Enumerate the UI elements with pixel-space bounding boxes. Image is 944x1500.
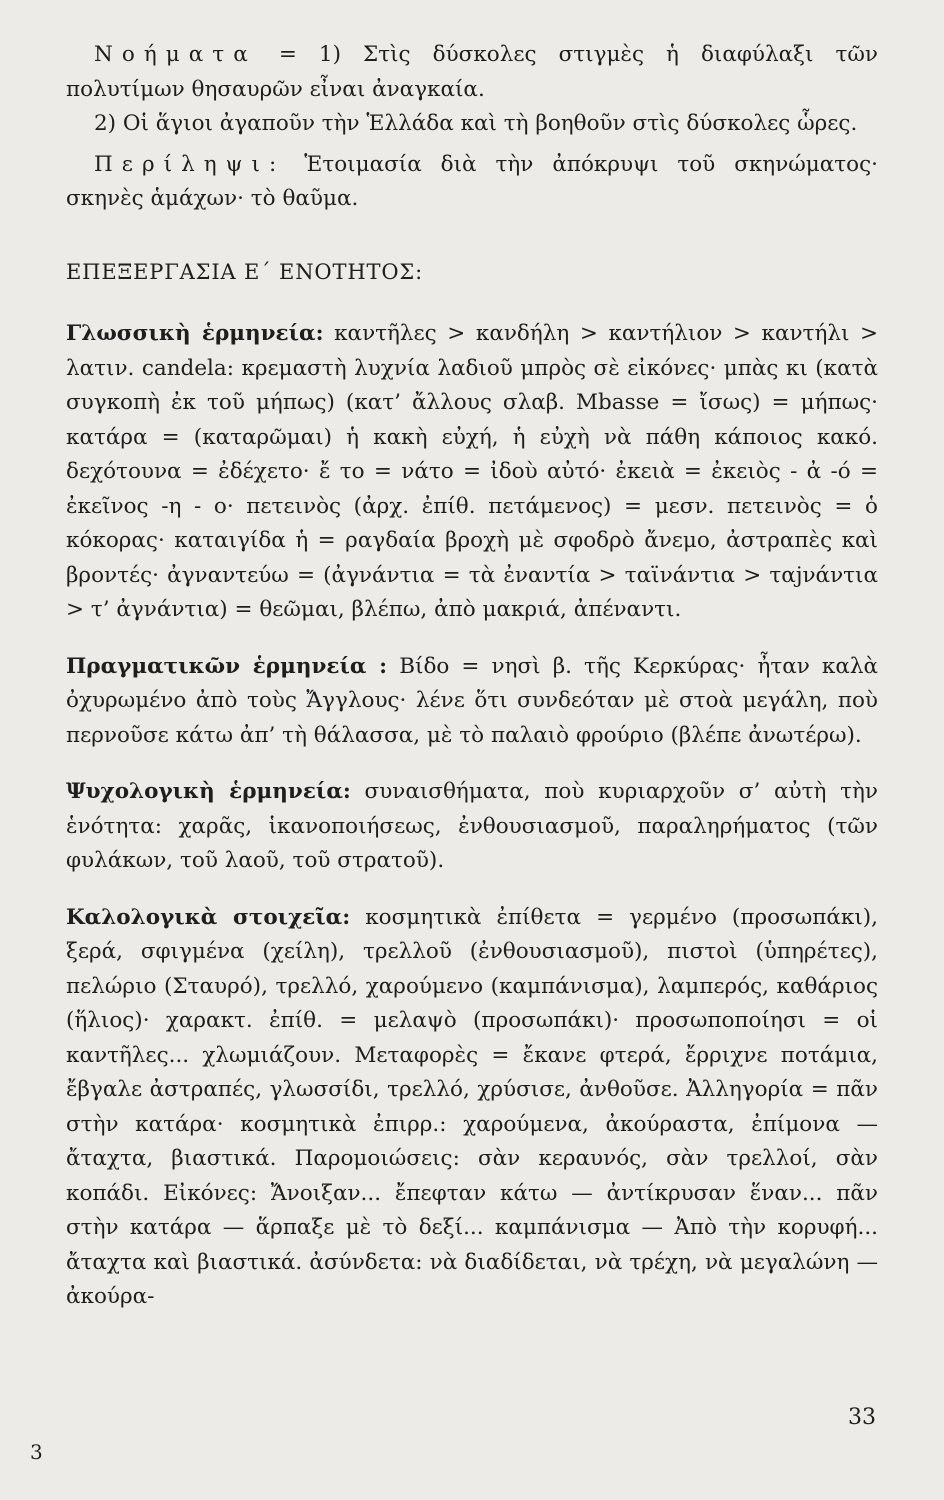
noimata-label: Νοήματα bbox=[94, 42, 257, 67]
perilipsi-label: Περίληψι: bbox=[94, 151, 286, 177]
pragmatikon-label: Πραγματικῶν ἑρμηνεία : bbox=[66, 653, 388, 679]
kallologika-label: Καλολογικὰ στοιχεῖα: bbox=[66, 904, 351, 930]
noimata-paragraph bbox=[66, 38, 878, 107]
glossiki-text: καντῆλες > κανδήλη > καντήλιον > καντήλι > λατιν. candela: κρεμαστὴ λυχνία λαδιοῦ μπρὸς σὲ εἰκόνες· μπὰς κι (κατὰ συγκοπὴ ἐκ τοῦ μήπως) (κατ’ ἄλλους σλαβ. Mbasse = ἴσως) = μήπως· κατάρα = (καταρῶμαι) ἡ κακὴ εὐχή, ἡ εὐχὴ νὰ πάθη κάποιος κακό. δεχότουνα = ἐδέχετο· ἔ το = νάτο = ἰδοὺ αὐτό· ἐκειὰ = ἐκειὸς - ἀ -ό = ἐκεῖνος -η - ο· πετεινὸς (ἀρχ. ἐπίθ. πετάμενος) = μεσν. πετεινὸς = ὁ κόκορας· καταιγίδα ἡ = ραγδαία βροχὴ μὲ σφοδρὸ ἄνεμο, ἀστραπὲς καὶ βροντές· ἀγναντεύω = (ἀγνάντια = τὰ ἐναντία > ταϊνάντια > ταϳνάντια > τ’ ἀγνάντια) = θεῶμαι, βλέπω, ἀπὸ μακριά, ἀπέναντι. bbox=[66, 321, 878, 622]
perilipsi-text: Ἑτοιμασία διὰ τὴν ἀπόκρυψι τοῦ σκηνώματος· σκηνὲς ἁμάχων· τὸ θαῦμα. bbox=[66, 151, 878, 211]
kallologika-paragraph bbox=[66, 901, 878, 1315]
noimata-paragraph-2 bbox=[66, 107, 878, 142]
signature-mark: 3 bbox=[30, 1440, 43, 1464]
perilipsi-paragraph bbox=[66, 148, 878, 217]
kallologika-text: κοσμητικὰ ἐπίθετα = γερμένο (προσωπάκι), ξερά, σφιγμένα (χείλη), τρελλοῦ (ἐνθουσιασμοῦ), πιστοὶ (ὑπηρέτες), πελώριο (Σταυρό), τρελλό, χαρούμενο (καμπάνισμα), λαμπερός, καθάριος (ἥλιος)· χαρακτ. ἐπίθ. = μελαψὸ (προσωπάκι)· προσωποποίησι = οἱ καντῆλες... χλωμιάζουν. Μεταφορὲς = ἔκανε φτερά, ἔρριχνε ποτάμια, ἔβγαλε ἀστραπές, γλωσσίδι, τρελλό, χρύσισε, ἀνθοῦσε. Ἀλληγορία = πᾶν στὴν κατάρα· κοσμητικὰ ἐπιρρ.: χαρούμενα, ἀκούραστα, ἐπίμονα — ἄταχτα, βιαστικά. Παρομοιώσεις: σὰν κεραυνός, σὰν τρελλοί, σὰν κοπάδι. Εἰκόνες: Ἄνοιξαν... ἔπεφταν κάτω — ἀντίκρυσαν ἕναν... πᾶν στὴν κατάρα — ἅρπαξε μὲ τὸ δεξί... καμπάνισμα — Ἀπὸ τὴν κορυφή... ἄταχτα καὶ βιαστικά. ἀσύνδετα: νὰ διαδίδεται, νὰ τρέχη, νὰ μεγαλώνη — ἀκούρα- bbox=[66, 904, 878, 1309]
section-heading: ΕΠΕΞΕΡΓΑΣΙΑ Ε΄ ΕΝΟΤΗΤΟΣ: bbox=[66, 259, 423, 284]
page-number: 33 bbox=[848, 1405, 876, 1430]
psychologiki-label: Ψυχολογικὴ ἑρμηνεία: bbox=[66, 779, 351, 804]
page-text bbox=[66, 38, 878, 1315]
psychologiki-text: συναισθήματα, ποὺ κυριαρχοῦν σ’ αὐτὴ τὴν ἑνότητα: χαρᾶς, ἱκανοποιήσεως, ἐνθουσιασμοῦ, παραληρήματος (τῶν φυλάκων, τοῦ λαοῦ, τοῦ στρατοῦ). bbox=[66, 779, 878, 873]
noimata-text-2: 2) Οἱ ἅγιοι ἀγαποῦν τὴν Ἑλλάδα καὶ τὴ βοηθοῦν στὶς δύσκολες ὧρες. bbox=[94, 111, 858, 136]
psychologiki-paragraph bbox=[66, 775, 878, 879]
glossiki-paragraph bbox=[66, 317, 878, 628]
pragmatikon-text: Βίδο = νησὶ β. τῆς Κερκύρας· ἦταν καλὰ ὀχυρωμένο ἀπὸ τοὺς Ἄγγλους· λένε ὅτι συνδεόταν μὲ στοὰ μεγάλη, ποὺ περνοῦσε κάτω ἀπ’ τὴ θάλασσα, μὲ τὸ παλαιὸ φρούριο (βλέπε ἀνωτέρω). bbox=[66, 653, 879, 748]
noimata-text-1: = 1) Στὶς δύσκολες στιγμὲς ἡ διαφύλαξι τῶν πολυτίμων θησαυρῶν εἶναι ἀναγκαία. bbox=[66, 42, 878, 102]
glossiki-label: Γλωσσικὴ ἑρμηνεία: bbox=[66, 321, 324, 346]
pragmatikon-paragraph bbox=[66, 650, 878, 754]
